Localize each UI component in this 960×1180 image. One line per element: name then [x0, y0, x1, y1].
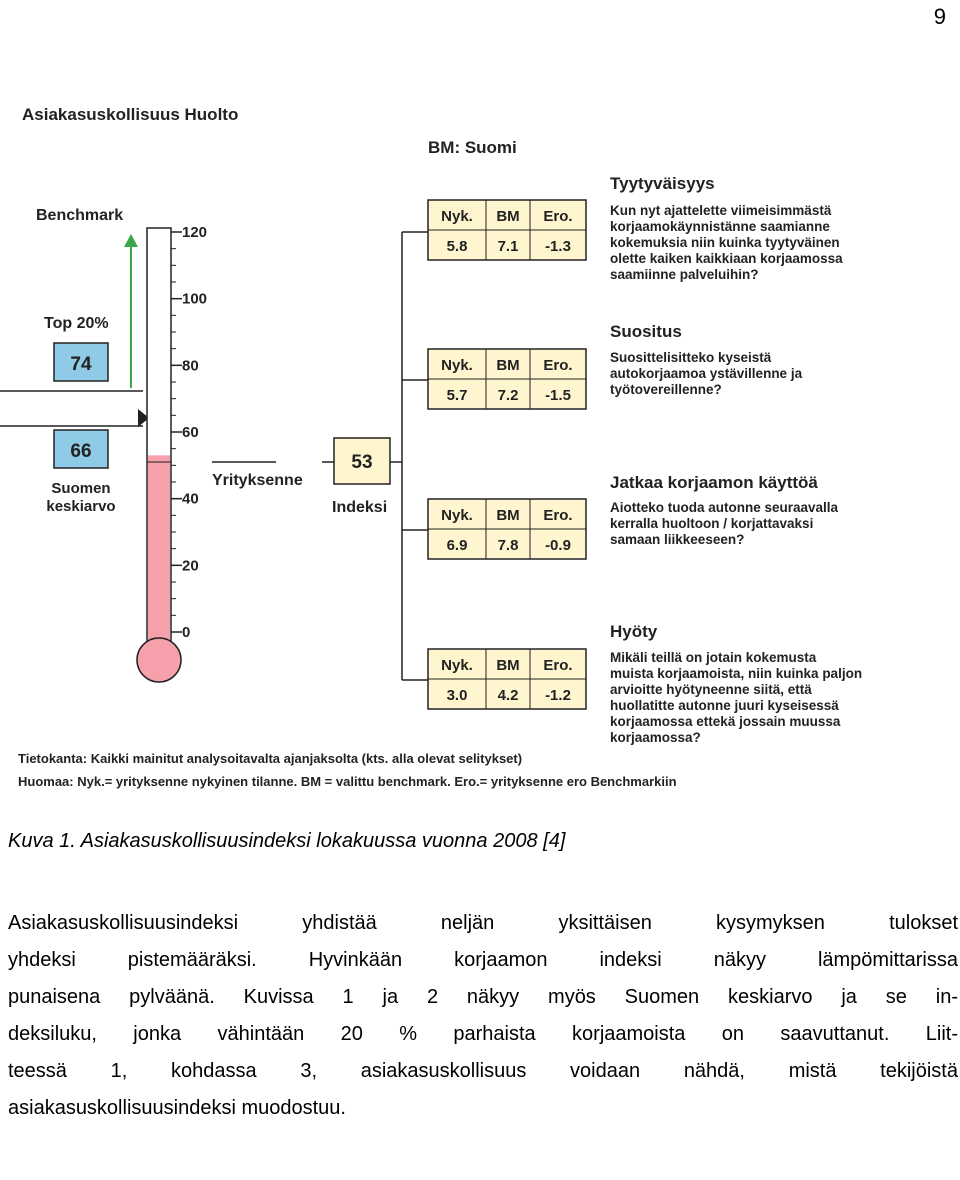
header-nyk: Nyk.: [441, 208, 473, 225]
question-table-4: [428, 649, 586, 709]
value-ero: -1.5: [545, 387, 571, 404]
question-line: muista korjaamoista, niin kuinka paljon: [610, 666, 863, 681]
scale-label-60: 60: [182, 424, 199, 441]
benchmark-arrow-head: [124, 234, 138, 247]
question-desc-4: [610, 622, 862, 745]
header-nyk: Nyk.: [441, 507, 473, 524]
figure-caption: Kuva 1. Asiakasuskollisuusindeksi lokakuussa vuonna 2008 [4]: [8, 830, 566, 852]
value-bm: 7.2: [497, 387, 519, 404]
question-desc-2: [610, 322, 803, 397]
question-line: arvioitte hyötyneenne siitä, että: [610, 682, 812, 697]
value-nyk: 5.8: [446, 238, 468, 255]
scale-label-0: 0: [182, 624, 191, 641]
question-line: olette kaiken kaikkiaan korjaamossa: [610, 251, 843, 266]
value-nyk: 6.9: [446, 537, 468, 554]
thermometer-bulb: [137, 638, 181, 682]
header-ero: Ero.: [543, 208, 573, 225]
question-table-2: [428, 349, 586, 409]
question-line: Mikäli teillä on jotain kokemusta: [610, 650, 817, 665]
question-table-1: [428, 200, 586, 260]
figure-footnote-2: Huomaa: Nyk.= yrityksenne nykyinen tilanne. BM = valittu benchmark. Ero.= yrityksenne ero Benchmarkiin: [18, 774, 677, 789]
scale-label-20: 20: [182, 557, 199, 575]
thermometer: [137, 224, 207, 682]
header-bm: BM: [496, 208, 520, 225]
question-line: huollatitte autonne juuri kyseisessä: [610, 698, 839, 713]
question-title: Suositus: [610, 322, 682, 341]
yrityksenne-label: Yrityksenne: [212, 472, 303, 489]
page-number: 9: [933, 4, 946, 29]
bm-label: BM: Suomi: [428, 138, 517, 157]
value-bm: 7.8: [497, 537, 519, 554]
value-ero: -0.9: [545, 537, 571, 554]
scale-label-100: 100: [182, 290, 208, 308]
figure-title: Asiakasuskollisuus Huolto: [22, 105, 239, 124]
value-nyk: 3.0: [446, 687, 468, 704]
question-line: työtovereillenne?: [610, 382, 722, 397]
benchmark-label: Benchmark: [36, 207, 124, 224]
header-bm: BM: [496, 357, 520, 374]
question-line: korjaamossa ettekä jossain muussa: [610, 714, 841, 729]
question-line: autokorjaamoa ystävillenne ja: [610, 366, 803, 381]
question-title: Tyytyväisyys: [610, 174, 715, 193]
header-bm: BM: [496, 657, 520, 674]
value-ero: -1.2: [545, 687, 571, 704]
value-ero: -1.3: [545, 238, 571, 255]
indeksi-label: Indeksi: [332, 499, 388, 516]
suomen-value: 66: [70, 441, 92, 462]
question-line: korjaamokäynnistänne saamianne: [610, 219, 830, 234]
figure-footnote-1: Tietokanta: Kaikki mainitut analysoitavalta ajanjaksolta (kts. alla olevat selitykset): [18, 751, 523, 766]
indeksi-value: 53: [351, 452, 373, 473]
header-ero: Ero.: [543, 357, 573, 374]
suomen-label-2: keskiarvo: [46, 498, 116, 515]
paragraph-line: asiakasuskollisuusindeksi muodostuu.: [8, 1097, 346, 1119]
paragraph-line: Asiakasuskollisuusindeksi yhdistää neljän yksittäisen kysymyksen tulokset: [8, 912, 958, 934]
question-line: kerralla huoltoon / korjattavaksi: [610, 516, 814, 531]
suomen-label-1: Suomen: [51, 480, 111, 497]
value-nyk: 5.7: [446, 387, 468, 404]
question-line: korjaamossa?: [610, 730, 701, 745]
question-line: samaan liikkeeseen?: [610, 532, 745, 547]
thermometer-scale: [171, 224, 207, 641]
body-paragraph: [8, 905, 958, 1127]
scale-label-80: 80: [182, 357, 199, 375]
question-line: kokemuksia niin kuinka tyytyväinen: [610, 235, 840, 250]
value-bm: 7.1: [497, 238, 519, 255]
paragraph-line: deksiluku, jonka vähintään 20 % parhaista korjaamoista on saavuttanut. Liit-: [8, 1023, 958, 1045]
question-desc-3: [610, 473, 839, 547]
header-ero: Ero.: [543, 657, 573, 674]
header-bm: BM: [496, 507, 520, 524]
top20-label: Top 20%: [44, 315, 109, 332]
question-line: Aiotteko tuoda autonne seuraavalla: [610, 500, 839, 515]
question-line: saamiinne palveluihin?: [610, 267, 759, 282]
question-line: Kun nyt ajattelette viimeisimmästä: [610, 203, 832, 218]
thermometer-fill: [148, 455, 170, 662]
header-nyk: Nyk.: [441, 657, 473, 674]
question-line: Suosittelisitteko kyseistä: [610, 350, 772, 365]
question-desc-1: [610, 174, 843, 282]
paragraph-line: punaisena pylväänä. Kuvissa 1 ja 2 näkyy myös Suomen keskiarvo ja se in-: [8, 986, 958, 1008]
scale-label-40: 40: [182, 490, 199, 508]
paragraph-line: teessä 1, kohdassa 3, asiakasuskollisuus voidaan nähdä, mistä tekijöistä: [8, 1060, 958, 1082]
scale-label-120: 120: [182, 224, 208, 241]
question-table-3: [428, 499, 586, 559]
top20-value: 74: [70, 354, 92, 375]
header-ero: Ero.: [543, 507, 573, 524]
question-title: Hyöty: [610, 622, 658, 641]
header-nyk: Nyk.: [441, 357, 473, 374]
paragraph-line: yhdeksi pistemääräksi. Hyvinkään korjaamon indeksi näkyy lämpömittarissa: [8, 949, 958, 971]
value-bm: 4.2: [497, 687, 519, 704]
question-title: Jatkaa korjaamon käyttöä: [610, 473, 818, 492]
